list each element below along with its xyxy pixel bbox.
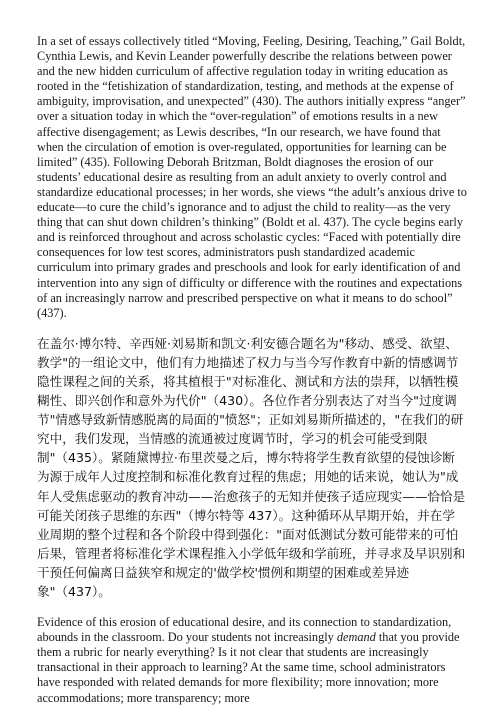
paragraph-3-text-end: that you provide them a rubric for nearly everything? Is it not clear that students are increasingly transactional in their approach to learning? At the same time, school administrators have responded with related demands for more flexibility; more innovation; more accommodations; more transparency; more <box>37 630 460 705</box>
chinese-translation-paragraph: 在盖尔·博尔特、辛西娅·刘易斯和凯文·利安德合题名为"移动、感受、欲望、教学"的一组论文中，他们有力地描述了权力与当今写作教育中新的情感调节隐性课程之间的关系，将其植根于"对标准化、测试和方法的崇拜，以牺牲模糊性、即兴创作和意外为代价"（430）。各位作者分别表达了对当今"过度调节"情感导致新情感脱离的局面的"愤怒"；正如刘易斯所描述的，"在我们的研究中，我们发现，当情感的流通被过度调节时，学习的机会可能受到限制"（435）。紧随黛博拉·布里茨曼之后，博尔特将学生教育欲望的侵蚀诊断为源于成年人过度控制和标准化教育过程的焦虑；用她的话来说，她认为"成年人受焦虑驱动的教育冲动——治愈孩子的无知并使孩子适应现实——恰恰是可能关闭孩子思维的东西"（博尔特等 437）。这种循环从早期开始，并在学业周期的整个过程和各个阶段中得到强化："面对低测试分数可能带来的可怕后果，管理者将标准化学术课程推入小学低年级和学前班，并寻求及早识别和干预任何偏离日益狭窄和规定的'做学校'惯例和期望的困难或差异迹象"（437）。 <box>37 335 466 599</box>
paragraph-3-text-start: Evidence of this erosion of educational desire, and its connection to standardization, abounds in the classroom. Do your students not increasingly <box>37 615 452 645</box>
emphasized-word: demand <box>336 630 376 645</box>
english-paragraph-1: In a set of essays collectively titled “Moving, Feeling, Desiring, Teaching,” Gail Boldt, Cynthia Lewis, and Kevin Leander powerfully describe the relations between power and the new hidden curriculum of affective regulation today in writing education as rooted in the “fetishization of standardization, testing, and methods at the expense of ambiguity, improvisation, and unexpected” (430). The authors initially express “anger” over a situation today in which the “over-regulation” of emotions results in a new affective disengagement; as Lewis describes, “In our research, we have found that when the circulation of emotion is over-regulated, opportunities for learning can be limited” (435). Following Deborah Britzman, Boldt diagnoses the erosion of our students’ educational desire as resulting from an adult anxiety to overly control and standardize educational processes; in her words, she views “the adult’s anxious drive to educate—to cure the child’s ignorance and to adjust the child to reality—as the very thing that can shut down children’s thinking” (Boldt et al. 437). The cycle begins early and is reinforced throughout and across scholastic cycles: “Faced with potentially dire consequences for low test scores, administrators push standardized academic curriculum into primary grades and preschools and look for early identification of and intervention into any sign of difficulty or difference with the routines and expectations of an increasingly narrow and prescribed perspective on what it means to do school” (437). <box>37 34 467 320</box>
english-paragraph-3 <box>37 615 467 706</box>
document-page <box>37 34 467 706</box>
